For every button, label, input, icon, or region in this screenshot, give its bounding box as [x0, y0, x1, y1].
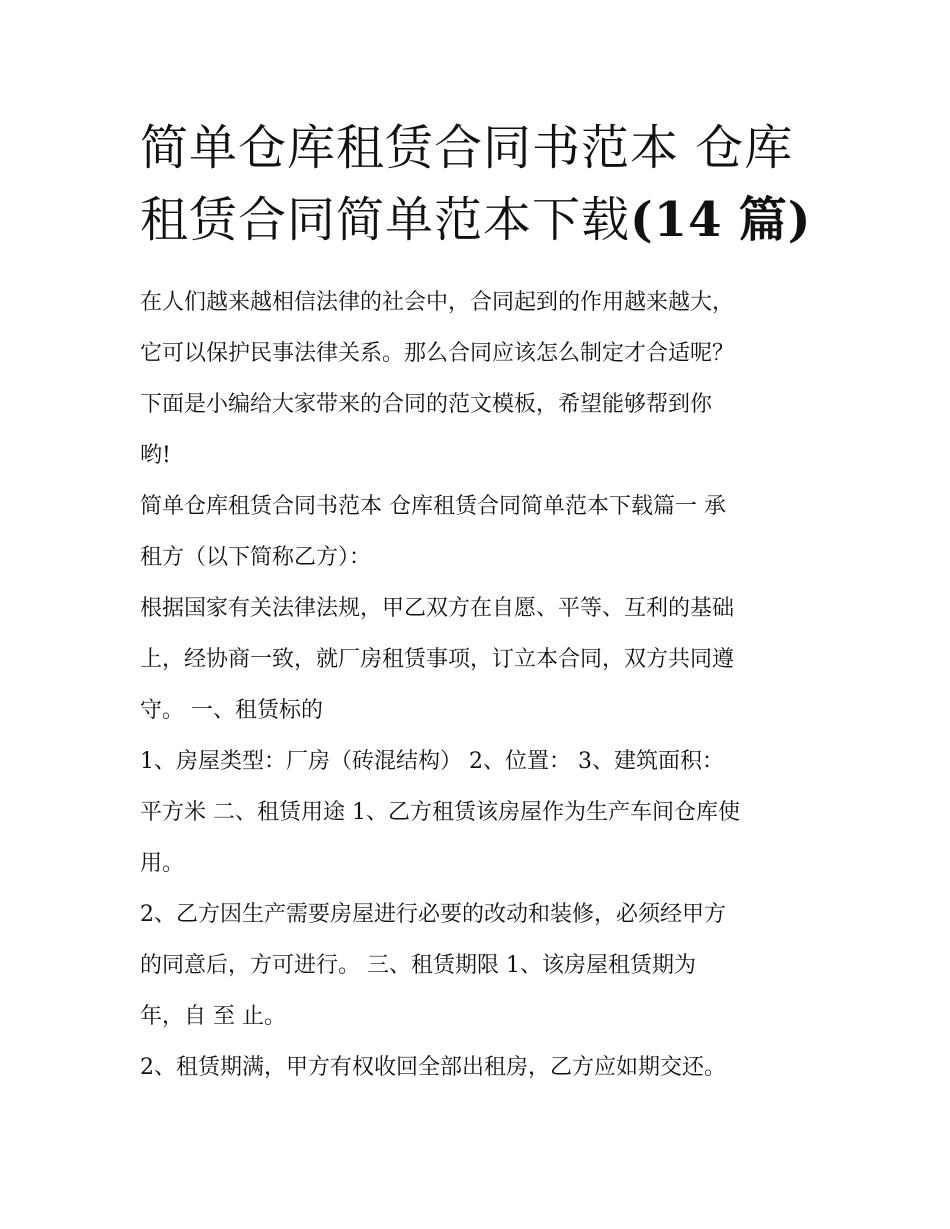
paragraph-intro	[140, 277, 820, 481]
text-line: 在人们越来越相信法律的社会中，合同起到的作用越来越大，	[140, 290, 735, 315]
text-line: 租方（以下简称乙方）：	[140, 545, 372, 570]
document-title	[140, 112, 820, 256]
text-line: 简单仓库租赁合同书范本 仓库租赁合同简单范本下载篇一 承	[140, 494, 726, 519]
text-line: 1、房屋类型：厂房（砖混结构） 2、位置： 3、建筑面积：	[140, 749, 724, 774]
text-line: 根据国家有关法律法规，甲乙双方在自愿、平等、互利的基础	[140, 596, 735, 621]
text-line: 平方米 二、租赁用途 1、乙方租赁该房屋作为生产车间仓库使	[140, 800, 740, 825]
text-line: 2、租赁期满，甲方有权收回全部出租房，乙方应如期交还。	[140, 1055, 726, 1080]
text-line: 下面是小编给大家带来的合同的范文模板，希望能够帮到你	[140, 392, 713, 417]
document-body	[140, 277, 820, 1093]
text-line: 它可以保护民事法律关系。那么合同应该怎么制定才合适呢？	[140, 341, 735, 366]
text-line: 年，自 至 止。	[140, 1004, 286, 1029]
paragraph-clause-1	[140, 736, 820, 889]
paragraph-clause-2	[140, 889, 820, 1042]
paragraph-heading	[140, 481, 820, 583]
text-line: 用。	[140, 851, 185, 876]
paragraph-clause-3	[140, 1042, 820, 1093]
text-line: 2、乙方因生产需要房屋进行必要的改动和装修，必须经甲方	[140, 902, 726, 927]
text-line: 守。 一、租赁标的	[140, 698, 323, 723]
title-line-2	[140, 184, 820, 256]
text-line: 的同意后，方可进行。 三、租赁期限 1、该房屋租赁期为	[140, 953, 696, 978]
text-line: 哟!	[140, 443, 171, 468]
paragraph-preamble	[140, 583, 820, 736]
title-line-1: 简单仓库租赁合同书范本 仓库	[140, 120, 794, 176]
title-line-2-text: 租赁合同简单范本下载	[140, 192, 631, 248]
text-line: 上，经协商一致，就厂房租赁事项，订立本合同，双方共同遵	[140, 647, 735, 672]
title-count: (14	[630, 192, 723, 248]
title-count-unit: 篇)	[738, 192, 812, 248]
